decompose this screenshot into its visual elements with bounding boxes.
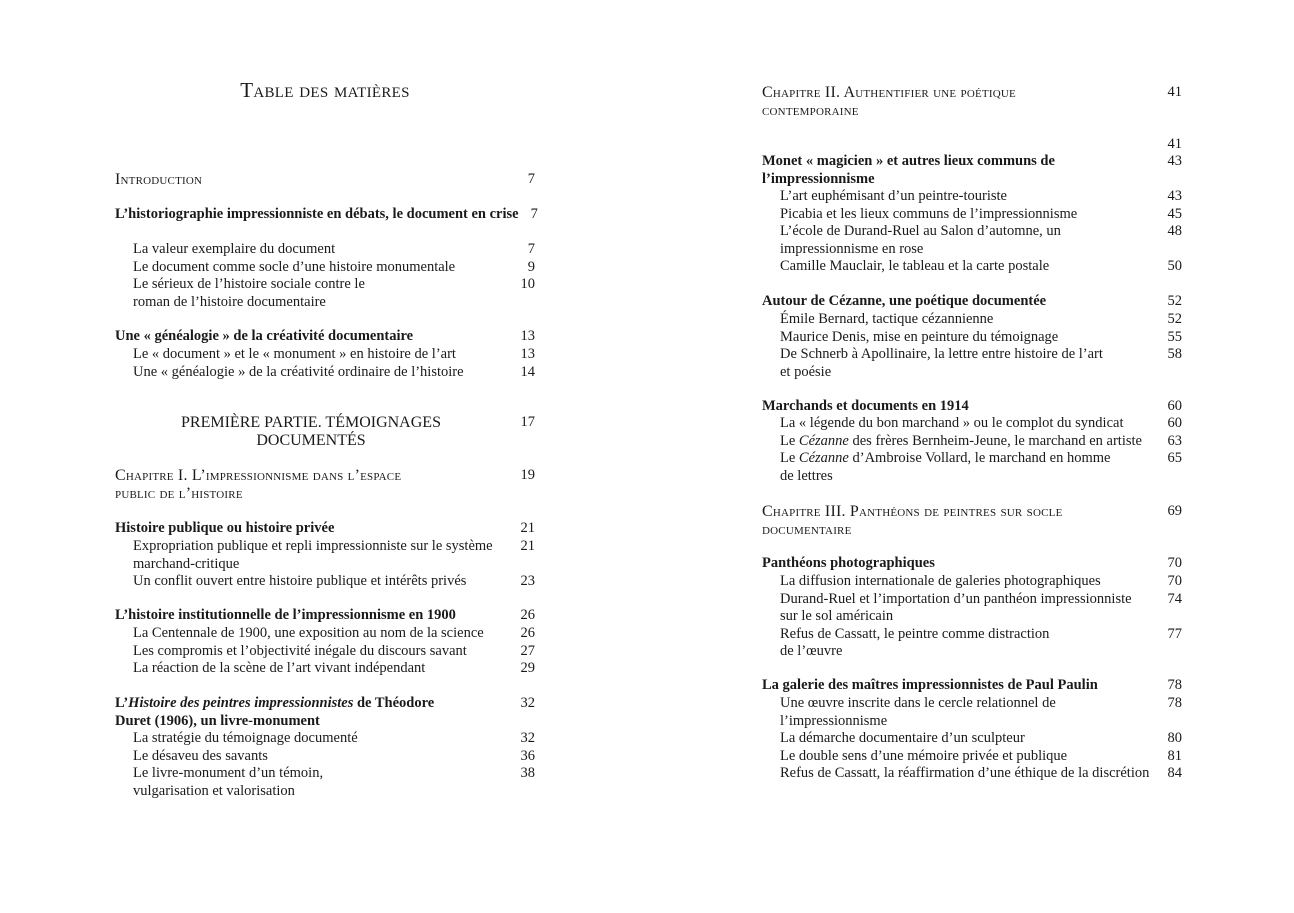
entry-page: 50 xyxy=(1167,258,1182,274)
entry-label: La valeur exemplaire du document xyxy=(133,241,336,257)
toc-section xyxy=(762,293,1182,311)
toc-subentry xyxy=(115,660,535,678)
toc-subentry xyxy=(115,730,535,748)
toc-subentry xyxy=(762,765,1182,783)
entry-page: 60 xyxy=(1167,398,1182,414)
toc-subentry xyxy=(762,450,1182,485)
entry-label: La stratégie du témoignage documenté xyxy=(133,730,358,746)
entry-label: Le document comme socle d’une histoire monumentale xyxy=(133,258,456,275)
entry-page: 26 xyxy=(520,625,535,641)
entry-page: 60 xyxy=(1167,415,1182,431)
toc-subentry xyxy=(115,765,535,800)
entry-label: La diffusion internationale de galeries photographiques xyxy=(780,573,1101,589)
toc-subentry xyxy=(115,625,535,643)
toc-subentry xyxy=(762,188,1182,206)
entry-page: 63 xyxy=(1167,432,1182,449)
label-prefix: Le xyxy=(780,450,799,466)
entry-label: L’art euphémisant d’un peintre-touriste xyxy=(780,188,1007,204)
toc-subentry xyxy=(762,415,1182,433)
toc-section xyxy=(115,695,535,730)
entry-page: 7 xyxy=(530,206,538,222)
entry-label: Chapitre II. Authentifier une poétique contemporaine xyxy=(762,84,1016,119)
entry-label: Maurice Denis, mise en peinture du témoignage xyxy=(780,328,1059,345)
label-prefix: Le xyxy=(780,432,799,449)
toc-subentry xyxy=(762,311,1182,329)
entry-label: PREMIÈRE PARTIE. TÉMOIGNAGES DOCUMENTÉS xyxy=(181,414,441,449)
entry-label: L’histoire institutionnelle de l’impressionnisme en 1900 xyxy=(115,607,456,623)
entry-label: Une « généalogie » de la créativité ordinaire de l’histoire xyxy=(133,363,464,380)
toc-subentries xyxy=(115,346,535,381)
entry-label: De Schnerb à Apollinaire, la lettre entre histoire de l’art et poésie xyxy=(780,346,1103,380)
toc-subentry xyxy=(762,206,1182,224)
label-suffix: des frères Bernheim-Jeune, le marchand en artiste xyxy=(848,432,1142,449)
entry-label: Autour de Cézanne, une poétique documentée xyxy=(762,293,1047,309)
entry-page: 77 xyxy=(1167,625,1182,642)
toc-subentry xyxy=(762,223,1182,258)
entry-page: 43 xyxy=(1167,153,1182,169)
entry-page: 45 xyxy=(1167,205,1182,222)
toc-title: Table des matières xyxy=(240,78,410,102)
entry-page: 52 xyxy=(1167,311,1182,327)
entry-label xyxy=(762,433,1154,451)
entry-page: 55 xyxy=(1167,328,1182,345)
entry-page: 13 xyxy=(520,328,535,344)
entry-label: La galerie des maîtres impressionnistes de Paul Paulin xyxy=(762,677,1098,693)
toc-subentries xyxy=(115,625,535,678)
entry-page: 21 xyxy=(520,538,535,554)
toc-part-heading xyxy=(115,414,535,450)
entry-page: 7 xyxy=(527,241,535,257)
entry-page: 36 xyxy=(520,747,535,764)
toc-section xyxy=(115,206,538,224)
entry-label: L’école de Durand-Ruel au Salon d’automne, un impressionnisme en rose xyxy=(780,223,1061,257)
label-suffix: d’Ambroise Vollard, le marchand en homme de lettres xyxy=(780,450,1111,484)
toc-section xyxy=(115,520,535,538)
toc-subentries xyxy=(762,695,1182,783)
entry-page: 74 xyxy=(1167,590,1182,607)
entry-label: Les compromis et l’objectivité inégale du discours savant xyxy=(133,642,467,659)
entry-label: Camille Mauclair, le tableau et la carte postale xyxy=(780,258,1050,274)
toc-subentries xyxy=(115,241,535,311)
toc-subentry xyxy=(115,241,535,259)
book-title: Cézanne xyxy=(798,432,849,449)
entry-page: 29 xyxy=(520,660,535,676)
entry-page: 26 xyxy=(520,607,535,623)
toc-section xyxy=(115,328,535,346)
entry-label: Un conflit ouvert entre histoire publique et intérêts privés xyxy=(133,573,467,589)
entry-page: 43 xyxy=(1167,188,1182,204)
entry-label: Le double sens d’une mémoire privée et publique xyxy=(780,747,1068,764)
entry-label: Le « document » et le « monument » en histoire de l’art xyxy=(133,346,456,362)
entry-page: 52 xyxy=(1167,293,1182,309)
toc-chapter xyxy=(762,84,1182,119)
entry-label: Expropriation publique et repli impressionniste sur le système marchand-critique xyxy=(133,538,493,572)
toc-subentry xyxy=(115,346,535,364)
book-title: Histoire des peintres impressionnistes xyxy=(128,695,354,711)
toc-entry-introduction xyxy=(115,171,535,189)
entry-label: La « légende du bon marchand » ou le complot du syndicat xyxy=(780,415,1124,431)
toc-subentry xyxy=(762,329,1182,347)
entry-label xyxy=(115,695,507,730)
entry-page: 48 xyxy=(1167,223,1182,239)
entry-label: Refus de Cassatt, la réaffirmation d’une éthique de la discrétion xyxy=(780,765,1150,781)
toc-section xyxy=(762,555,1182,573)
entry-page: 23 xyxy=(520,573,535,589)
toc-orphan-page xyxy=(762,136,1182,154)
book-title: Cézanne xyxy=(798,450,849,466)
toc-subentry xyxy=(115,276,535,311)
label-suffix: de Théodore Duret (1906), un livre-monument xyxy=(115,695,435,729)
entry-page: 17 xyxy=(520,414,535,430)
entry-label: Histoire publique ou histoire privée xyxy=(115,520,335,536)
entry-label: Émile Bernard, tactique cézannienne xyxy=(780,311,994,327)
entry-label: Panthéons photographiques xyxy=(762,555,935,571)
toc-section xyxy=(762,398,1182,416)
toc-subentry xyxy=(115,573,535,591)
entry-page: 41 xyxy=(1167,136,1182,152)
toc-subentry xyxy=(762,626,1182,661)
toc-subentry xyxy=(762,695,1182,730)
toc-subentry xyxy=(762,748,1182,766)
entry-label: Monet « magicien » et autres lieux communs de l’impressionnisme xyxy=(762,153,1055,187)
entry-page: 58 xyxy=(1167,346,1182,362)
entry-label: Chapitre I. L’impressionnisme dans l’espace public de l’histoire xyxy=(115,467,402,502)
toc-subentry xyxy=(762,573,1182,591)
toc-subentries xyxy=(762,188,1182,276)
entry-label: Marchands et documents en 1914 xyxy=(762,398,969,414)
entry-label: Une œuvre inscrite dans le cercle relationnel de l’impressionnisme xyxy=(780,695,1056,729)
entry-page: 21 xyxy=(520,520,535,536)
toc-subentry xyxy=(762,591,1182,626)
entry-page: 38 xyxy=(520,765,535,781)
entry-label: Le désaveu des savants xyxy=(133,747,268,764)
entry-label: Refus de Cassatt, le peintre comme distraction de l’œuvre xyxy=(780,625,1050,659)
entry-page: 27 xyxy=(520,642,535,659)
entry-label xyxy=(762,450,1154,485)
entry-page: 41 xyxy=(1167,84,1182,100)
entry-page: 9 xyxy=(527,258,535,275)
toc-subentry xyxy=(762,433,1182,451)
entry-label: Picabia et les lieux communs de l’impressionnisme xyxy=(780,205,1078,222)
toc-section xyxy=(762,677,1182,695)
toc-subentry xyxy=(762,346,1182,381)
entry-page: 7 xyxy=(527,171,535,187)
entry-label: Le sérieux de l’histoire sociale contre le roman de l’histoire documentaire xyxy=(133,276,365,310)
entry-page: 13 xyxy=(520,346,535,362)
toc-subentry xyxy=(115,538,535,573)
entry-label: Chapitre III. Panthéons de peintres sur socle documentaire xyxy=(762,503,1063,538)
entry-label: L’historiographie impressionniste en débats, le document en crise xyxy=(115,206,519,222)
entry-page: 80 xyxy=(1167,730,1182,746)
entry-page: 65 xyxy=(1167,450,1182,466)
toc-subentry xyxy=(115,643,535,661)
entry-page: 78 xyxy=(1167,677,1182,693)
toc-subentries xyxy=(762,573,1182,661)
entry-page: 69 xyxy=(1167,503,1182,519)
toc-subentry xyxy=(115,259,535,277)
toc-subentries xyxy=(762,415,1182,485)
entry-page: 14 xyxy=(520,363,535,380)
entry-label: La Centennale de 1900, une exposition au nom de la science xyxy=(133,625,484,641)
label-prefix: L’ xyxy=(115,695,129,711)
toc-subentries xyxy=(762,311,1182,381)
entry-label: Le livre-monument d’un témoin, vulgarisation et valorisation xyxy=(133,765,324,799)
toc-subentry xyxy=(115,748,535,766)
entry-label: Introduction xyxy=(115,171,203,188)
entry-page: 32 xyxy=(520,730,535,746)
entry-page: 19 xyxy=(520,467,535,483)
toc-subentries xyxy=(115,538,535,591)
toc-subentries xyxy=(115,730,535,800)
toc-subentry xyxy=(762,258,1182,276)
entry-page: 70 xyxy=(1167,555,1182,571)
entry-label: Une « généalogie » de la créativité documentaire xyxy=(115,328,414,344)
entry-label: Durand-Ruel et l’importation d’un panthéon impressionniste sur le sol américain xyxy=(780,590,1132,624)
entry-page: 32 xyxy=(520,695,535,711)
toc-subentry xyxy=(762,730,1182,748)
entry-page: 78 xyxy=(1167,695,1182,711)
toc-chapter xyxy=(115,467,535,502)
entry-page: 81 xyxy=(1167,747,1182,764)
entry-page: 70 xyxy=(1167,573,1182,589)
entry-label: La réaction de la scène de l’art vivant indépendant xyxy=(133,660,426,676)
entry-label: La démarche documentaire d’un sculpteur xyxy=(780,730,1025,746)
entry-page: 84 xyxy=(1167,765,1182,781)
toc-chapter xyxy=(762,503,1182,538)
toc-section xyxy=(115,607,535,625)
toc-section xyxy=(762,153,1182,188)
entry-page: 10 xyxy=(520,276,535,292)
toc-subentry xyxy=(115,364,535,382)
